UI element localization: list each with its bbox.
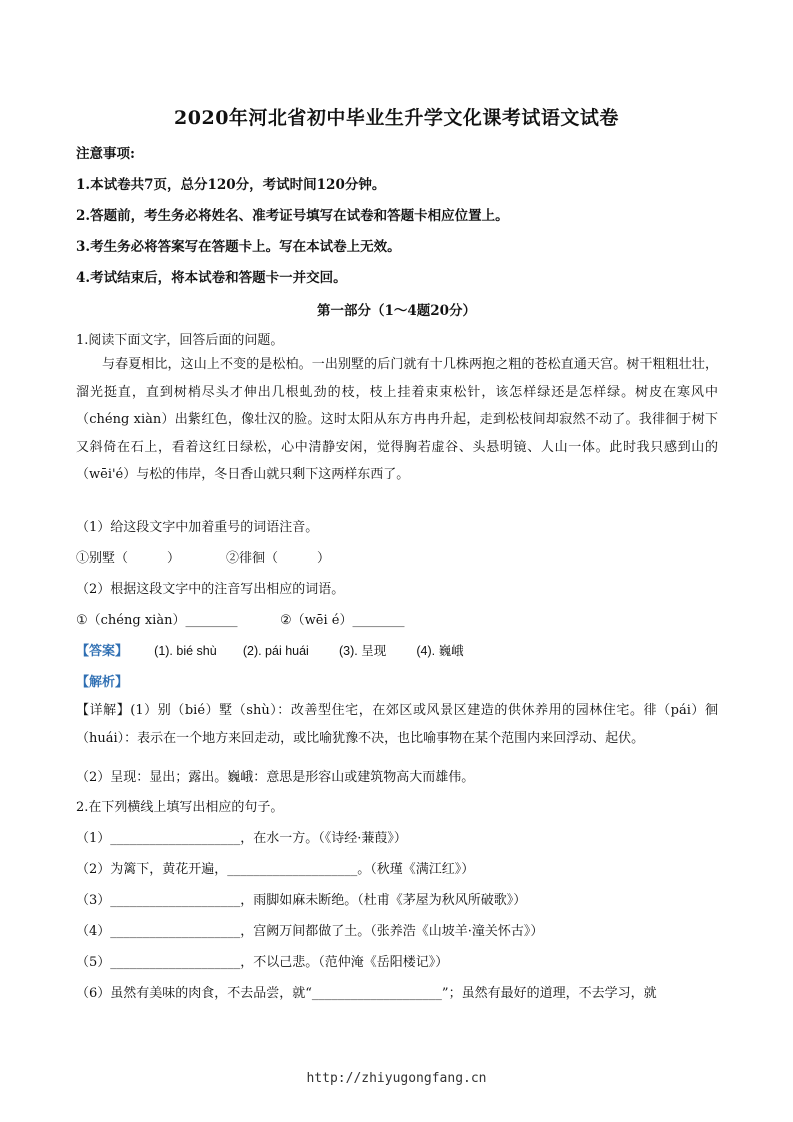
footer-url[interactable]: http://zhiyugongfang.cn [306,1071,487,1086]
answer-1: (1). bié shù [154,644,217,658]
section-heading: 第一部分（1～4题20分） [316,303,477,319]
q2-stem: 2.在下列横线上填写出相应的句子。 [76,800,284,815]
answer-tag: 【答案】 [76,644,129,659]
notice-item-3: 3.考生务必将答案写在答题卡上。写在本试卷上无效。 [76,239,401,255]
q1-passage [76,351,718,489]
notice-item-2: 2.答题前，考生务必将姓名、准考证号填写在试卷和答题卡相应位置上。 [76,208,509,224]
answer-2: (2). pái huái [242,644,309,658]
q1-sub1-blank1: ①别墅（ ） [76,551,181,566]
answer-3: (3). 呈现 [338,644,387,658]
q1-detail-2: （2）呈现：显出；露出。巍峨：意思是形容山或建筑物高大而雄伟。 [76,770,475,785]
q1-stem: 1.阅读下面文字，回答后面的问题。 [76,333,284,348]
answer-4: (4). 巍峨 [416,644,464,658]
q2-item-1: （1）____________________，在水一方。（《诗经·蒹葭》） [76,831,407,846]
notice-item-1: 1.本试卷共7页，总分120分，考试时间120分钟。 [76,177,386,193]
page-title: 2020年河北省初中毕业生升学文化课考试语文试卷 [174,107,619,129]
q1-detail: 【详解】(1）别（bié）墅（shù）：改善型住宅，在郊区或风景区建造的供休养用的园林住宅。徘（pái）徊（huái）：表示在一个地方来回走动，或比喻犹豫不决，也比喻事物在某个范围内来回浮动、起伏。 [76,703,718,746]
notice-item-4: 4.考试结束后，将本试卷和答题卡一并交回。 [76,270,347,286]
q2-item-6: （6）虽然有美味的肉食，不去品尝，就“____________________”；虽然有最好的道理，不去学习，就 [76,986,657,1001]
q1-sub1-blank2: ②徘徊（ ） [226,551,331,566]
q2-item-2: （2）为篱下，黄花开遍，____________________。（秋瑾《满江红》） [76,862,475,877]
q2-item-5: （5）____________________，不以己悲。（范仲淹《岳阳楼记》） [76,955,449,970]
answer-row [76,640,464,659]
q1-sub2-blank2: ②（wēi é）________ [280,613,405,628]
q1-sub2: （2）根据这段文字中的注音写出相应的词语。 [76,582,345,597]
notice-heading: 注意事项: [76,146,135,162]
q2-item-4: （4）____________________，宫阙万间都做了土。（张养浩《山坡羊·潼关怀古》） [76,924,544,939]
q1-passage-text: 与春夏相比，这山上不变的是松柏。一出别墅的后门就有十几株两抱之粗的苍松直通天宫。树干粗粗壮壮，溜光挺直，直到树梢尽头才伸出几根虬劲的枝，枝上挂着束束松针，该怎样绿还是怎样绿。树皮在寒风中（chéng xiàn）出紫红色，像壮汉的脸。这时太阳从东方冉冉升起，走到松枝间却寂然不动了。我徘徊于树下又斜倚在石上，看着这红日绿松，心中清静安闲，觉得胸若虚谷、头悬明镜、人山一体。此时我只感到山的（wēi'é）与松的伟岸，冬日香山就只剩下这两样东西了。 [76,357,718,482]
q1-sub2-blank1: ①（chéng xiàn）________ [76,613,238,628]
q1-sub1: （1）给这段文字中加着重号的词语注音。 [76,520,319,535]
analysis-tag: 【解析】 [76,675,129,690]
q2-item-3: （3）____________________，雨脚如麻未断绝。（杜甫《茅屋为秋风所破歌》） [76,893,527,908]
